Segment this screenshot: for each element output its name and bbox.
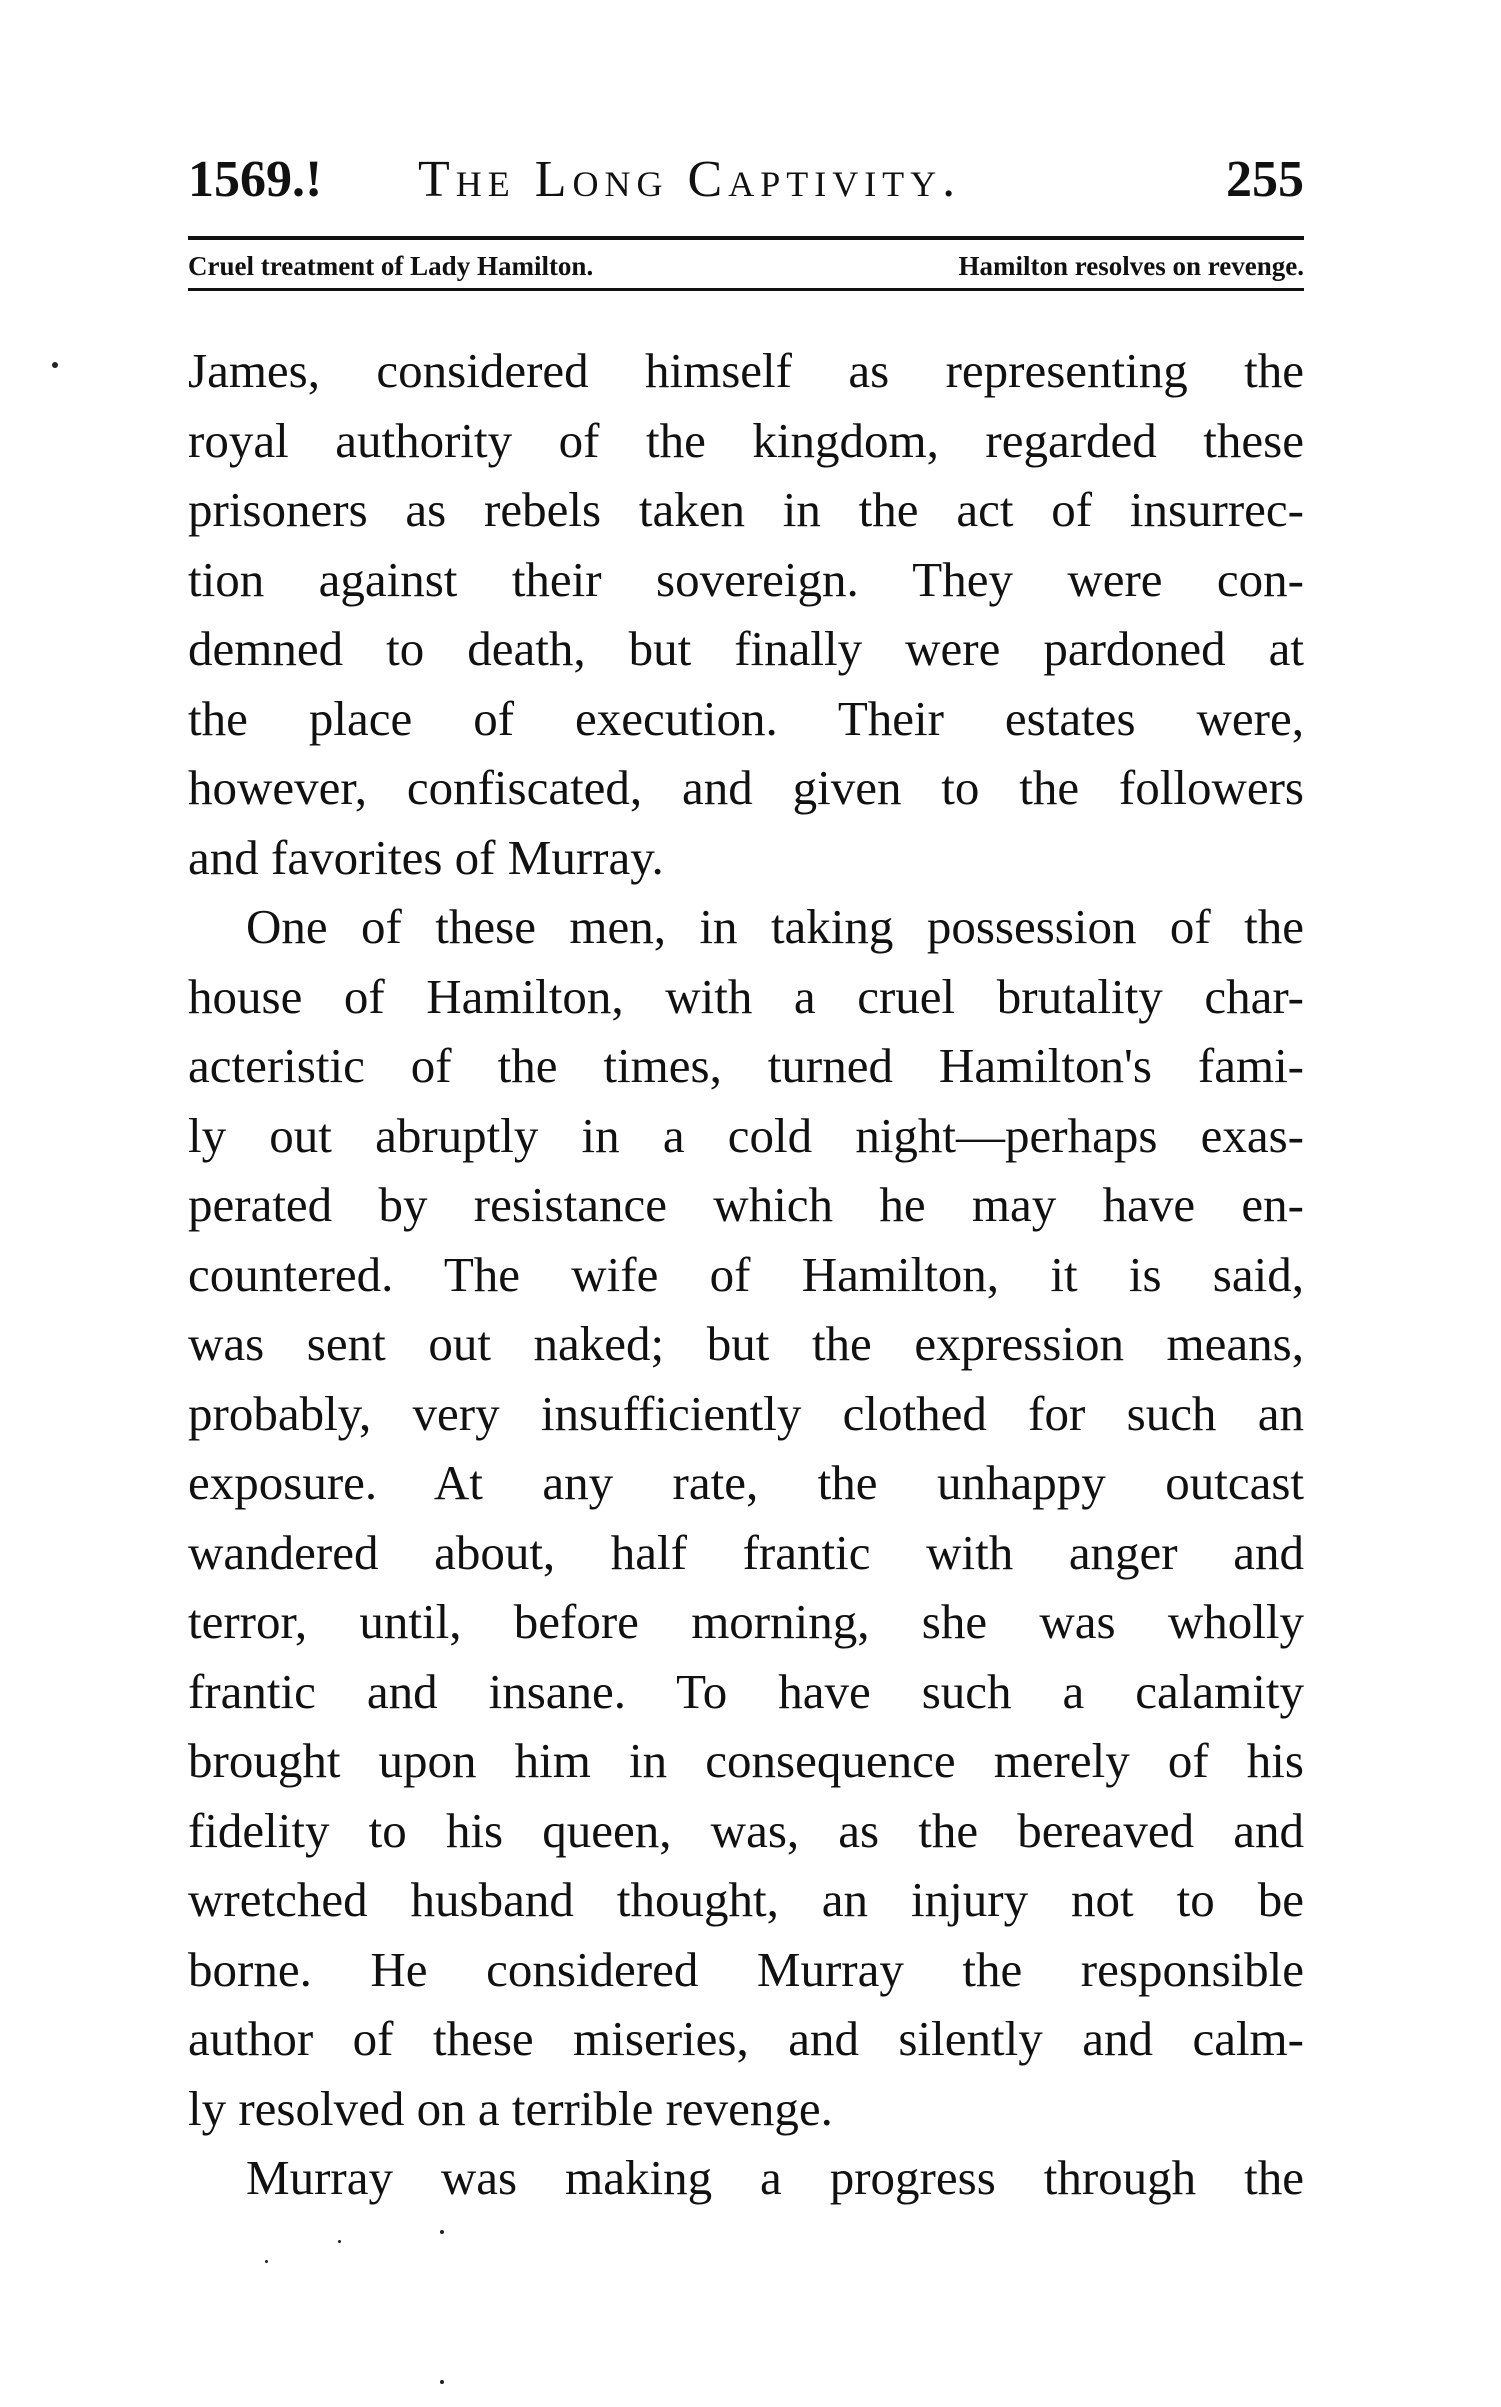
text-line: perated by resistance which he may have en- [188,1177,1304,1232]
text-line: terror, until, before morning, she was wholly [188,1594,1304,1649]
text-line: and favorites of Murray. [188,829,664,885]
text-line: countered. The wife of Hamilton, it is said, [188,1246,1304,1302]
header-rule-top [188,236,1304,240]
text-line: however, confiscated, and given to the followers [188,760,1304,815]
text-line: the place of execution. Their estates were, [188,690,1304,746]
text-line: acteristic of the times, turned Hamilton's fami- [188,1038,1304,1093]
text-line: wretched husband thought, an injury not to be [188,1872,1304,1927]
header-title: The Long Captivity. [418,151,962,208]
text-line: royal authority of the kingdom, regarded these [188,412,1304,468]
text-line: Murray was making a progress through the [246,2150,1304,2205]
text-line: brought upon him in consequence merely of his [188,1733,1304,1788]
text-line: probably, very insufficiently clothed for such an [188,1385,1304,1441]
text-line: prisoners as rebels taken in the act of insurrec- [188,482,1304,537]
text-line: James, considered himself as representing the [188,343,1304,398]
text-line: wandered about, half frantic with anger and [188,1524,1304,1580]
subheader-left: Cruel treatment of Lady Hamilton. [188,251,594,281]
body-text [188,336,1304,2213]
text-line: demned to death, but finally were pardoned at [188,621,1304,676]
scan-speck [440,2230,444,2234]
text-line: fidelity to his queen, was, as the bereaved and [188,1802,1304,1858]
scan-speck [338,2240,341,2243]
text-line: ly resolved on a terrible revenge. [188,2080,833,2136]
text-line: One of these men, in taking possession of the [246,899,1304,954]
text-line: frantic and insane. To have such a calamity [188,1663,1304,1719]
header-year: 1569.! [188,151,323,208]
scan-speck [440,2380,444,2384]
text-line: author of these miseries, and silently and calm- [188,2011,1304,2066]
text-line: was sent out naked; but the expression means, [188,1316,1304,1371]
page-number: 255 [1226,151,1304,208]
text-line: borne. He considered Murray the responsible [188,1941,1304,1997]
running-header [188,150,1304,210]
text-line: exposure. At any rate, the unhappy outcast [188,1455,1304,1510]
text-line: ly out abruptly in a cold night—perhaps exas- [188,1107,1304,1163]
scan-speck [265,2260,268,2263]
text-line: house of Hamilton, with a cruel brutality char- [188,968,1304,1024]
header-rule-bottom [188,288,1304,291]
scan-speck [52,362,58,368]
subheader-right: Hamilton resolves on revenge. [958,251,1304,281]
text-line: tion against their sovereign. They were con- [188,551,1304,607]
